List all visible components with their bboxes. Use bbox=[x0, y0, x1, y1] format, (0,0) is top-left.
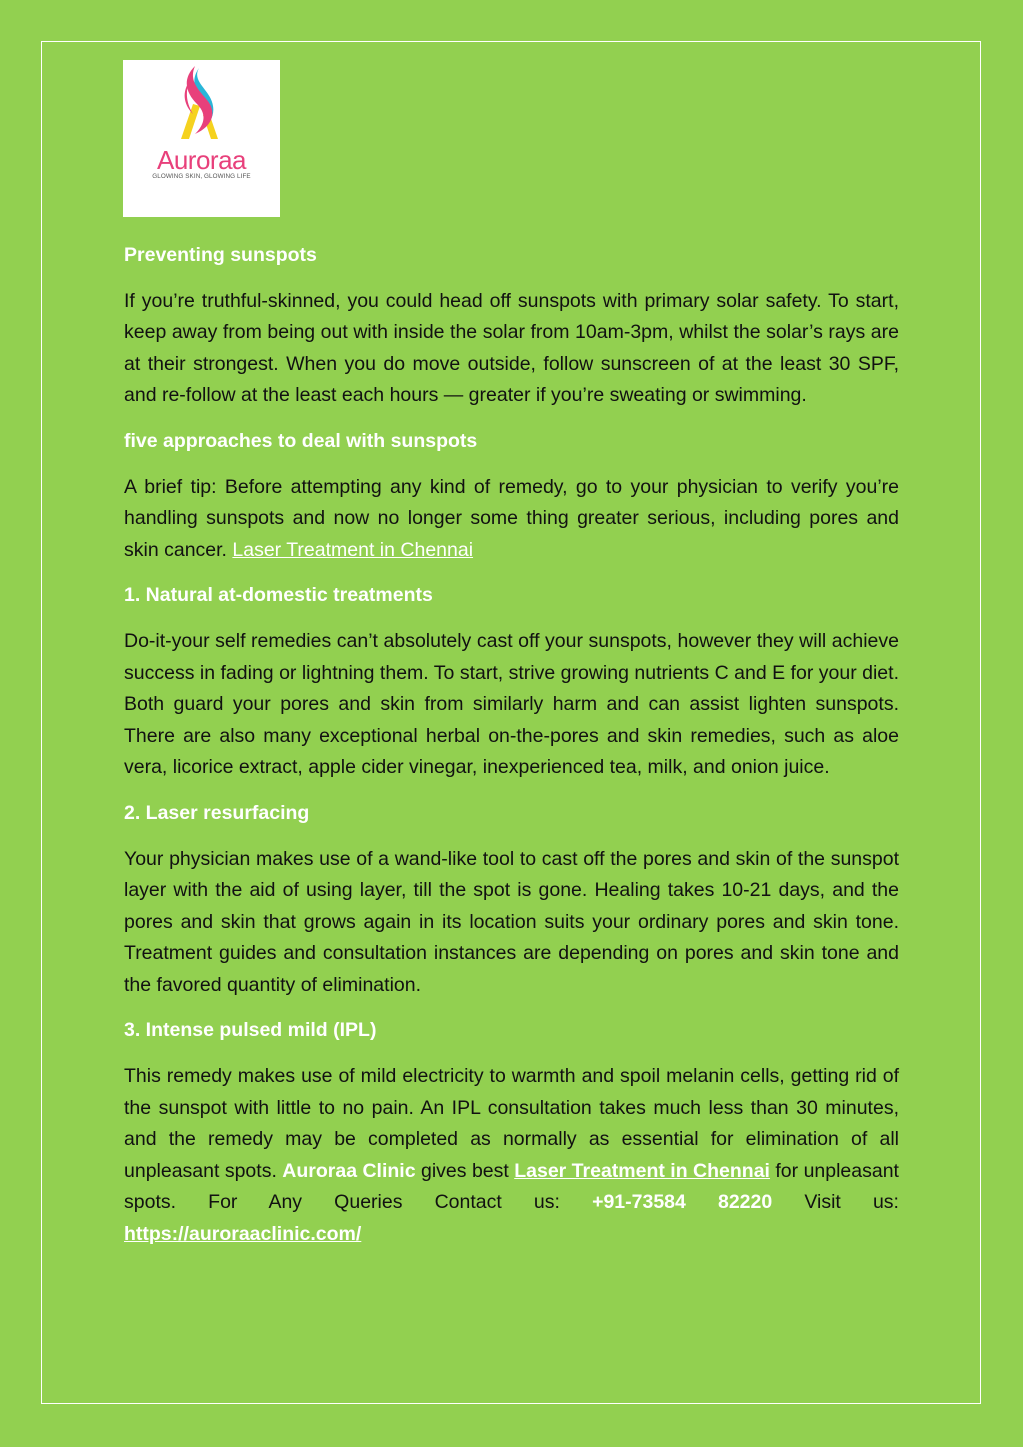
paragraph-text: gives best bbox=[415, 1159, 515, 1182]
laser-treatment-link[interactable]: Laser Treatment in Chennai bbox=[232, 538, 474, 561]
paragraph-text: This remedy makes use of mild electricity to warmth and spoil melanin cells, getting rid of the sunspot with little to no pain. An IPL consultation takes much less than 30 minutes, and the remedy may be completed as normally as essential for elimination of all unpleasant spots. bbox=[124, 1065, 899, 1182]
section-heading: 1. Natural at-domestic treatments bbox=[124, 584, 433, 607]
section-paragraph: If you’re truthful-skinned, you could head off sunspots with primary solar safety. To start, keep away from being out with inside the solar from 10am-3pm, whilst the solar’s rays are at their strongest. When you do move outside, follow sunscreen of at the least 30 SPF, and re-follow at the least each hours — greater if you’re sweating or swimming. bbox=[124, 289, 899, 407]
logo-wordmark: Auroraa bbox=[157, 145, 246, 175]
section-paragraph bbox=[124, 472, 899, 567]
section-paragraph bbox=[124, 1061, 899, 1251]
paragraph-text: Visit us: bbox=[772, 1191, 899, 1214]
section-paragraph: Your physician makes use of a wand-like tool to cast off the pores and skin of the sunspot layer with the aid of using layer, till the spot is gone. Healing takes 10-21 days, and the pores and skin that grows again in its location suits your ordinary pores and skin tone. Treatment guides and consultation instances are depending on pores and skin tone and the favored quantity of elimination. bbox=[124, 847, 899, 996]
section-heading: 2. Laser resurfacing bbox=[124, 801, 310, 824]
article-content bbox=[124, 240, 899, 1265]
section-heading: Preventing sunspots bbox=[124, 244, 317, 266]
logo-tagline: GLOWING SKIN, GLOWING LIFE bbox=[152, 173, 251, 180]
logo-mark-icon bbox=[123, 60, 280, 217]
section-heading: 3. Intense pulsed mild (IPL) bbox=[124, 1019, 377, 1042]
website-link[interactable]: https://auroraaclinic.com/ bbox=[124, 1223, 362, 1246]
section-heading: five approaches to deal with sunspots bbox=[124, 429, 478, 452]
clinic-name: Auroraa Clinic bbox=[282, 1159, 416, 1182]
paragraph-text: A brief tip: Before attempting any kind of remedy, go to your physician to verify you’re handling sunspots and now no longer some thing greater serious, including pores and skin cancer. bbox=[124, 475, 899, 561]
auroraa-logo bbox=[123, 60, 280, 217]
contact-phone: +91-73584 82220 bbox=[592, 1191, 773, 1214]
section-paragraph: Do-it-your self remedies can’t absolutely cast off your sunspots, however they will achieve success in fading or lightning them. To start, strive growing nutrients C and E for your diet. Both guard your pores and skin from similarly harm and can assist lighten sunspots. There are also many exceptional herbal on-the-pores and skin remedies, such as aloe vera, licorice extract, apple cider vinegar, inexperienced tea, milk, and onion juice. bbox=[124, 629, 899, 779]
paragraph-text: for unpleasant spots. For Any Queries Contact us: bbox=[124, 1159, 899, 1214]
laser-treatment-link[interactable]: Laser Treatment in Chennai bbox=[514, 1159, 770, 1182]
